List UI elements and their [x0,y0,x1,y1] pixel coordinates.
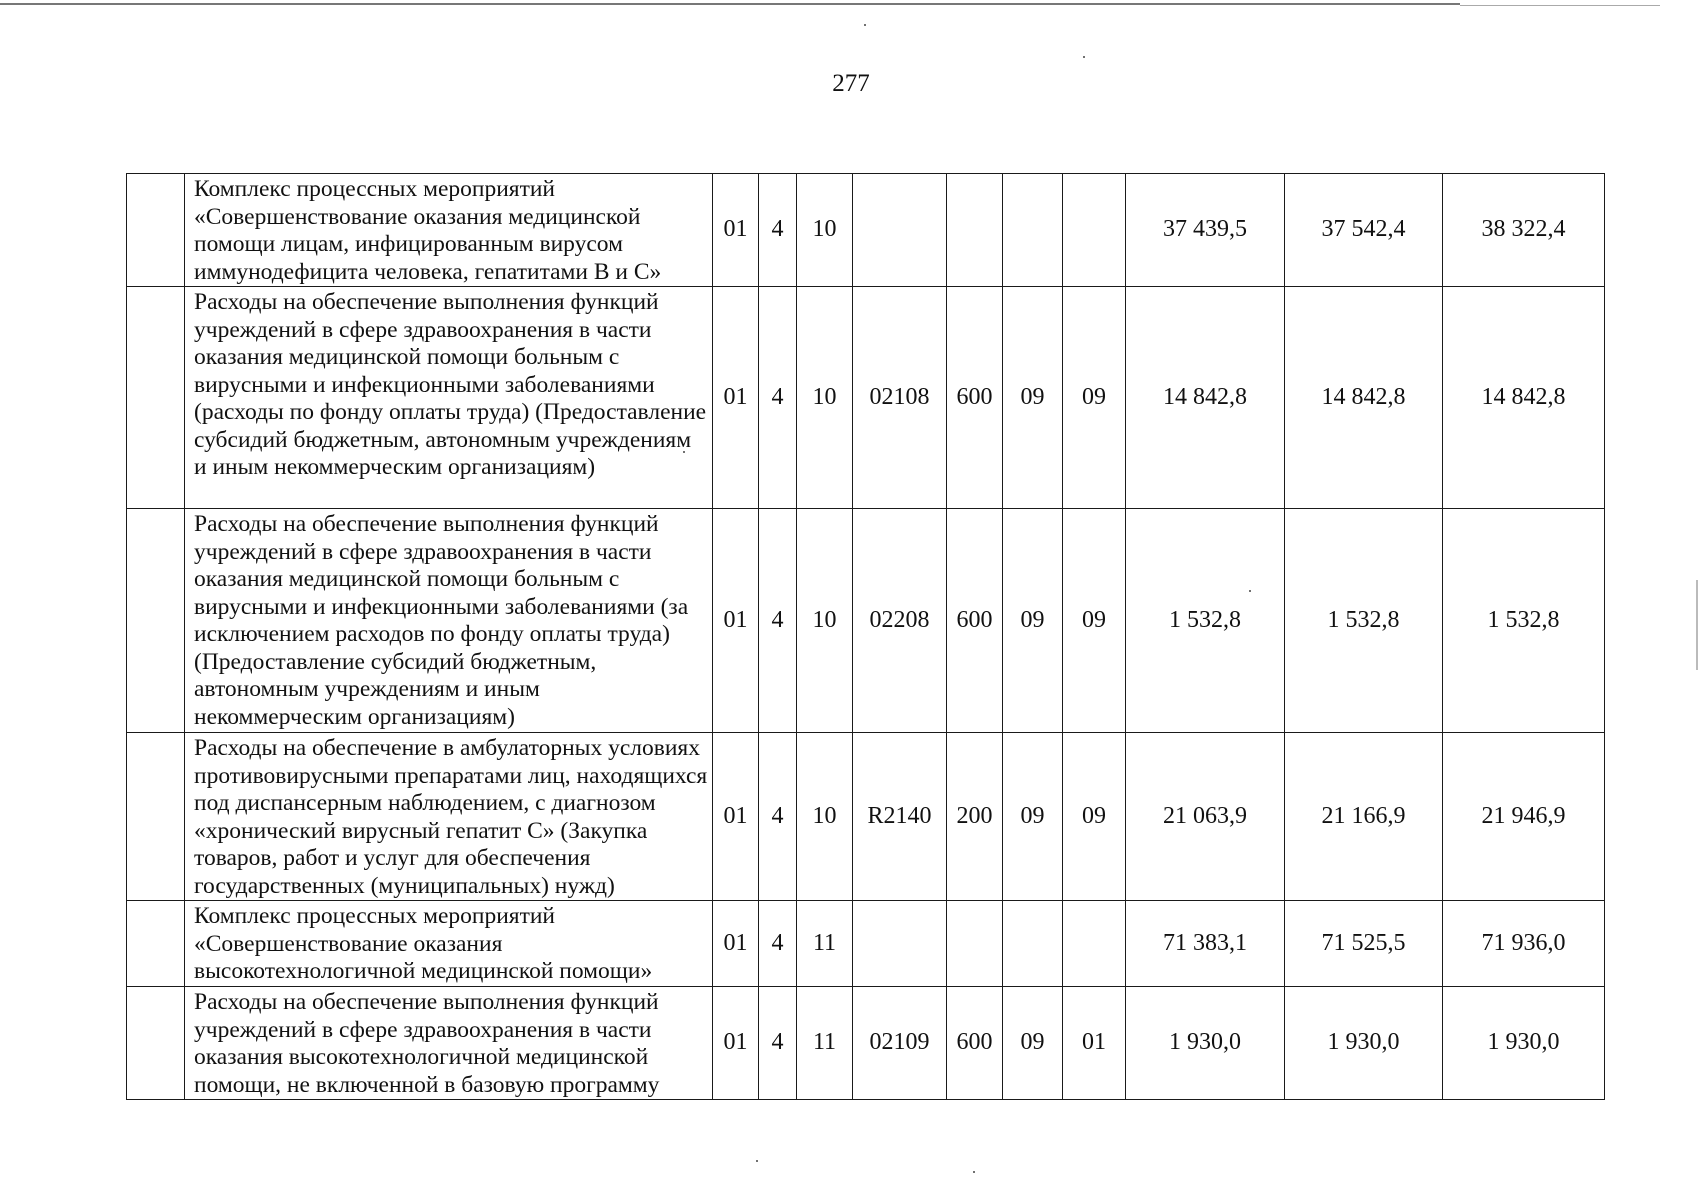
expense-type-cell: 600 [947,987,1003,1100]
section-cell: 09 [1003,287,1063,509]
scan-edge-line [1696,580,1698,670]
program-code-cell: 01 [713,509,759,733]
row-number-cell [127,733,185,901]
amount-year1-cell: 71 383,1 [1126,901,1285,987]
subsection-cell [1063,174,1126,287]
table-row [127,901,1605,987]
measure-code-cell: 10 [797,733,853,901]
section-cell [1003,901,1063,987]
amount-year2-cell: 1 532,8 [1285,509,1443,733]
expense-type-cell: 600 [947,509,1003,733]
description-cell: Комплекс процессных мероприятий «Совершенствование оказания высокотехнологичной медицинской помощи» [185,901,713,987]
program-code-cell: 01 [713,287,759,509]
amount-year2-cell: 21 166,9 [1285,733,1443,901]
scan-speck [864,24,866,26]
description-cell: Расходы на обеспечение выполнения функций учреждений в сфере здравоохранения в части оказания высокотехнологичной медицинской помощи, не включенной в базовую программу [185,987,713,1100]
row-number-cell [127,901,185,987]
page-number: 277 [832,70,870,97]
section-cell [1003,174,1063,287]
measure-code-cell: 10 [797,509,853,733]
scan-speck [756,1160,758,1162]
direction-code-cell: R2140 [853,733,947,901]
direction-code-cell: 02109 [853,987,947,1100]
table-row [127,287,1605,509]
amount-year1-cell: 21 063,9 [1126,733,1285,901]
program-code-cell: 01 [713,733,759,901]
measure-code-cell: 11 [797,987,853,1100]
amount-year1-cell: 1 532,8 [1126,509,1285,733]
direction-code-cell: 02108 [853,287,947,509]
measure-code-cell: 10 [797,174,853,287]
row-number-cell [127,987,185,1100]
description-cell: Расходы на обеспечение выполнения функций учреждений в сфере здравоохранения в части оказания медицинской помощи больным с вирусными и инфекционными заболеваниями (за исключением расходов по фонду оплаты труда) (Предоставление субсидий бюджетным, автономным учреждениям и иным некоммерческим организациям) [185,509,713,733]
description-cell: Расходы на обеспечение выполнения функций учреждений в сфере здравоохранения в части оказания медицинской помощи больным с вирусными и инфекционными заболеваниями (расходы по фонду оплаты труда) (Предоставление субсидий бюджетным, автономным учреждениям и иным некоммерческим организациям) [185,287,713,509]
expense-type-cell [947,901,1003,987]
scan-edge-line [1460,5,1660,6]
subsection-cell: 01 [1063,987,1126,1100]
table-row [127,509,1605,733]
subprogram-code-cell: 4 [759,174,797,287]
row-number-cell [127,287,185,509]
subsection-cell: 09 [1063,733,1126,901]
budget-table [126,173,1605,1100]
subsection-cell: 09 [1063,287,1126,509]
amount-year2-cell: 71 525,5 [1285,901,1443,987]
expense-type-cell: 200 [947,733,1003,901]
amount-year2-cell: 14 842,8 [1285,287,1443,509]
row-number-cell [127,174,185,287]
subprogram-code-cell: 4 [759,287,797,509]
subsection-cell: 09 [1063,509,1126,733]
direction-code-cell [853,901,947,987]
table-row [127,733,1605,901]
section-cell: 09 [1003,509,1063,733]
scan-edge-line [0,3,1460,5]
table-row [127,987,1605,1100]
amount-year1-cell: 1 930,0 [1126,987,1285,1100]
amount-year3-cell: 21 946,9 [1443,733,1605,901]
expense-type-cell: 600 [947,287,1003,509]
amount-year3-cell: 38 322,4 [1443,174,1605,287]
amount-year2-cell: 37 542,4 [1285,174,1443,287]
program-code-cell: 01 [713,901,759,987]
section-cell: 09 [1003,733,1063,901]
measure-code-cell: 11 [797,901,853,987]
program-code-cell: 01 [713,987,759,1100]
description-cell: Расходы на обеспечение в амбулаторных условиях противовирусными препаратами лиц, находящихся под диспансерным наблюдением, с диагнозом «хронический вирусный гепатит С» (Закупка товаров, работ и услуг для обеспечения государственных (муниципальных) нужд) [185,733,713,901]
direction-code-cell [853,174,947,287]
subprogram-code-cell: 4 [759,987,797,1100]
amount-year3-cell: 14 842,8 [1443,287,1605,509]
expense-type-cell [947,174,1003,287]
scan-speck [973,1171,975,1173]
amount-year1-cell: 14 842,8 [1126,287,1285,509]
section-cell: 09 [1003,987,1063,1100]
scan-speck [1083,56,1085,58]
subprogram-code-cell: 4 [759,901,797,987]
amount-year3-cell: 1 532,8 [1443,509,1605,733]
amount-year3-cell: 1 930,0 [1443,987,1605,1100]
program-code-cell: 01 [713,174,759,287]
subsection-cell [1063,901,1126,987]
direction-code-cell: 02208 [853,509,947,733]
subprogram-code-cell: 4 [759,509,797,733]
amount-year3-cell: 71 936,0 [1443,901,1605,987]
amount-year2-cell: 1 930,0 [1285,987,1443,1100]
description-cell: Комплекс процессных мероприятий «Совершенствование оказания медицинской помощи лицам, инфицированным вирусом иммунодефицита человека, гепатитами В и С» [185,174,713,287]
measure-code-cell: 10 [797,287,853,509]
subprogram-code-cell: 4 [759,733,797,901]
table-row [127,174,1605,287]
row-number-cell [127,509,185,733]
amount-year1-cell: 37 439,5 [1126,174,1285,287]
